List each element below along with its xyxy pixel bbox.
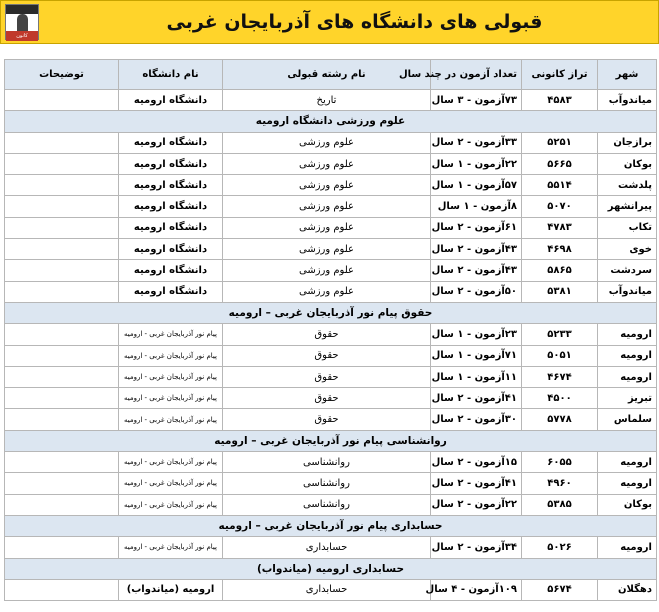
university-cell: ارومیه (میاندواب) — [119, 579, 223, 600]
score-cell: ۵۵۱۴ — [522, 175, 598, 196]
table-row — [5, 324, 657, 345]
field-cell: علوم ورزشی — [223, 153, 431, 174]
score-cell: ۵۰۷۰ — [522, 196, 598, 217]
title-bar — [0, 0, 659, 44]
city-cell: تبریز — [598, 388, 657, 409]
attempts-cell: ۲۲آزمون - ۱ سال — [431, 153, 522, 174]
score-cell: ۴۹۶۰ — [522, 473, 598, 494]
attempts-cell: ۴۳آزمون - ۲ سال — [431, 239, 522, 260]
attempts-cell: ۳۴آزمون - ۲ سال — [431, 537, 522, 558]
city-cell: پلدشت — [598, 175, 657, 196]
university-cell: پیام نور آذربایجان غربی - ارومیه — [119, 494, 223, 515]
score-cell: ۴۶۹۸ — [522, 239, 598, 260]
notes-cell — [5, 196, 119, 217]
city-cell: ارومیه — [598, 537, 657, 558]
table-row — [5, 366, 657, 387]
table-row — [5, 409, 657, 430]
score-cell: ۵۰۲۶ — [522, 537, 598, 558]
table-row — [5, 175, 657, 196]
table-row — [5, 217, 657, 238]
score-cell: ۵۳۸۱ — [522, 281, 598, 302]
city-cell: ارومیه — [598, 366, 657, 387]
university-cell: دانشگاه ارومیه — [119, 217, 223, 238]
score-cell: ۵۶۶۵ — [522, 153, 598, 174]
notes-cell — [5, 153, 119, 174]
notes-cell — [5, 260, 119, 281]
attempts-cell: ۳۳آزمون - ۲ سال — [431, 132, 522, 153]
score-cell: ۵۸۶۵ — [522, 260, 598, 281]
university-cell: پیام نور آذربایجان غربی - ارومیه — [119, 452, 223, 473]
attempts-cell: ۲۳آزمون - ۱ سال — [431, 324, 522, 345]
score-cell: ۴۶۷۴ — [522, 366, 598, 387]
city-cell: ارومیه — [598, 473, 657, 494]
logo-text: کانون — [16, 33, 28, 39]
notes-cell — [5, 132, 119, 153]
attempts-cell: ۴۱آزمون - ۲ سال — [431, 388, 522, 409]
city-cell: برازجان — [598, 132, 657, 153]
university-cell: پیام نور آذربایجان غربی - ارومیه — [119, 324, 223, 345]
attempts-cell: ۶۱آزمون - ۲ سال — [431, 217, 522, 238]
university-cell: دانشگاه ارومیه — [119, 132, 223, 153]
field-cell: حقوق — [223, 324, 431, 345]
header-score: تراز کانونی — [522, 60, 598, 90]
attempts-cell: ۷۱آزمون - ۱ سال — [431, 345, 522, 366]
notes-cell — [5, 324, 119, 345]
notes-cell — [5, 579, 119, 600]
score-cell: ۶۰۵۵ — [522, 452, 598, 473]
field-cell: روانشناسی — [223, 494, 431, 515]
attempts-cell: ۲۲آزمون - ۲ سال — [431, 494, 522, 515]
notes-cell — [5, 175, 119, 196]
university-cell: پیام نور آذربایجان غربی - ارومیه — [119, 366, 223, 387]
section-title: روانشناسی پیام نور آذربایجان غربی – ارومیه — [5, 430, 657, 451]
table-row — [5, 260, 657, 281]
notes-cell — [5, 345, 119, 366]
section-title: حقوق پیام نور آذربایجان غربی – ارومیه — [5, 302, 657, 323]
section-title: حسابداری پیام نور آذربایجان غربی – ارومیه — [5, 515, 657, 536]
city-cell: پیرانشهر — [598, 196, 657, 217]
university-cell: دانشگاه ارومیه — [119, 260, 223, 281]
score-cell: ۵۳۸۵ — [522, 494, 598, 515]
table-row — [5, 345, 657, 366]
header-notes: توضیحات — [5, 60, 119, 90]
header-attempts: تعداد آزمون در چند سال — [431, 60, 522, 90]
attempts-cell: ۱۰۹آزمون - ۴ سال — [431, 579, 522, 600]
university-cell: دانشگاه ارومیه — [119, 196, 223, 217]
field-cell: علوم ورزشی — [223, 239, 431, 260]
score-cell: ۴۷۸۳ — [522, 217, 598, 238]
field-cell: حقوق — [223, 409, 431, 430]
section-row — [5, 515, 657, 536]
table-row — [5, 494, 657, 515]
section-row — [5, 430, 657, 451]
field-cell: روانشناسی — [223, 452, 431, 473]
header-city: شهر — [598, 60, 657, 90]
city-cell: تکاب — [598, 217, 657, 238]
attempts-cell: ۵۷آزمون - ۱ سال — [431, 175, 522, 196]
university-cell: دانشگاه ارومیه — [119, 239, 223, 260]
score-cell: ۵۲۳۳ — [522, 324, 598, 345]
notes-cell — [5, 473, 119, 494]
city-cell: میاندوآب — [598, 281, 657, 302]
city-cell: سلماس — [598, 409, 657, 430]
attempts-cell: ۴۳آزمون - ۲ سال — [431, 260, 522, 281]
notes-cell — [5, 281, 119, 302]
field-cell: علوم ورزشی — [223, 217, 431, 238]
header-university: نام دانشگاه — [119, 60, 223, 90]
table-row — [5, 473, 657, 494]
field-cell: علوم ورزشی — [223, 175, 431, 196]
score-cell: ۵۶۷۴ — [522, 579, 598, 600]
attempts-cell: ۵۰آزمون - ۲ سال — [431, 281, 522, 302]
field-cell: علوم ورزشی — [223, 132, 431, 153]
notes-cell — [5, 90, 119, 111]
university-cell: پیام نور آذربایجان غربی - ارومیه — [119, 537, 223, 558]
attempts-cell: ۸آزمون - ۱ سال — [431, 196, 522, 217]
field-cell: حسابداری — [223, 579, 431, 600]
university-cell: دانشگاه ارومیه — [119, 153, 223, 174]
score-cell: ۴۵۸۳ — [522, 90, 598, 111]
notes-cell — [5, 452, 119, 473]
city-cell: خوی — [598, 239, 657, 260]
city-cell: سردشت — [598, 260, 657, 281]
table-row — [5, 537, 657, 558]
university-cell: پیام نور آذربایجان غربی - ارومیه — [119, 388, 223, 409]
city-cell: ارومیه — [598, 345, 657, 366]
notes-cell — [5, 494, 119, 515]
header-field: نام رشته قبولی — [223, 60, 431, 90]
section-title: علوم ورزشی دانشگاه ارومیه — [5, 111, 657, 132]
notes-cell — [5, 366, 119, 387]
university-cell: پیام نور آذربایجان غربی - ارومیه — [119, 345, 223, 366]
field-cell: حسابداری — [223, 537, 431, 558]
score-cell: ۵۰۵۱ — [522, 345, 598, 366]
table-row — [5, 281, 657, 302]
university-cell: دانشگاه ارومیه — [119, 90, 223, 111]
notes-cell — [5, 217, 119, 238]
field-cell: علوم ورزشی — [223, 196, 431, 217]
table-row — [5, 452, 657, 473]
field-cell: تاریخ — [223, 90, 431, 111]
score-cell: ۵۷۷۸ — [522, 409, 598, 430]
section-row — [5, 111, 657, 132]
table-row — [5, 90, 657, 111]
attempts-cell: ۳۰آزمون - ۲ سال — [431, 409, 522, 430]
attempts-cell: ۷۳آزمون - ۳ سال — [431, 90, 522, 111]
field-cell: حقوق — [223, 366, 431, 387]
notes-cell — [5, 388, 119, 409]
page-title: قبولی های دانشگاه های آذربایجان غربی — [166, 11, 543, 33]
score-cell: ۴۵۰۰ — [522, 388, 598, 409]
table-row — [5, 579, 657, 600]
field-cell: روانشناسی — [223, 473, 431, 494]
section-title: حسابداری ارومیه (میاندواب) — [5, 558, 657, 579]
city-cell: ارومیه — [598, 452, 657, 473]
field-cell: حقوق — [223, 388, 431, 409]
table-body — [5, 90, 657, 601]
attempts-cell: ۱۱آزمون - ۱ سال — [431, 366, 522, 387]
notes-cell — [5, 239, 119, 260]
field-cell: علوم ورزشی — [223, 260, 431, 281]
section-row — [5, 302, 657, 323]
table-row — [5, 132, 657, 153]
city-cell: میاندوآب — [598, 90, 657, 111]
field-cell: حقوق — [223, 345, 431, 366]
university-cell: دانشگاه ارومیه — [119, 281, 223, 302]
section-row — [5, 558, 657, 579]
admissions-table — [4, 59, 657, 601]
attempts-cell: ۱۵آزمون - ۲ سال — [431, 452, 522, 473]
table-row — [5, 196, 657, 217]
table-row — [5, 388, 657, 409]
notes-cell — [5, 409, 119, 430]
university-cell: پیام نور آذربایجان غربی - ارومیه — [119, 409, 223, 430]
notes-cell — [5, 537, 119, 558]
graduate-logo-icon — [5, 4, 39, 40]
university-cell: پیام نور آذربایجان غربی - ارومیه — [119, 473, 223, 494]
city-cell: دهگلان — [598, 579, 657, 600]
table-row — [5, 153, 657, 174]
city-cell: بوکان — [598, 494, 657, 515]
table-row — [5, 239, 657, 260]
score-cell: ۵۲۵۱ — [522, 132, 598, 153]
field-cell: علوم ورزشی — [223, 281, 431, 302]
table-header-row — [5, 60, 657, 90]
university-cell: دانشگاه ارومیه — [119, 175, 223, 196]
city-cell: بوکان — [598, 153, 657, 174]
city-cell: ارومیه — [598, 324, 657, 345]
attempts-cell: ۴۱آزمون - ۲ سال — [431, 473, 522, 494]
